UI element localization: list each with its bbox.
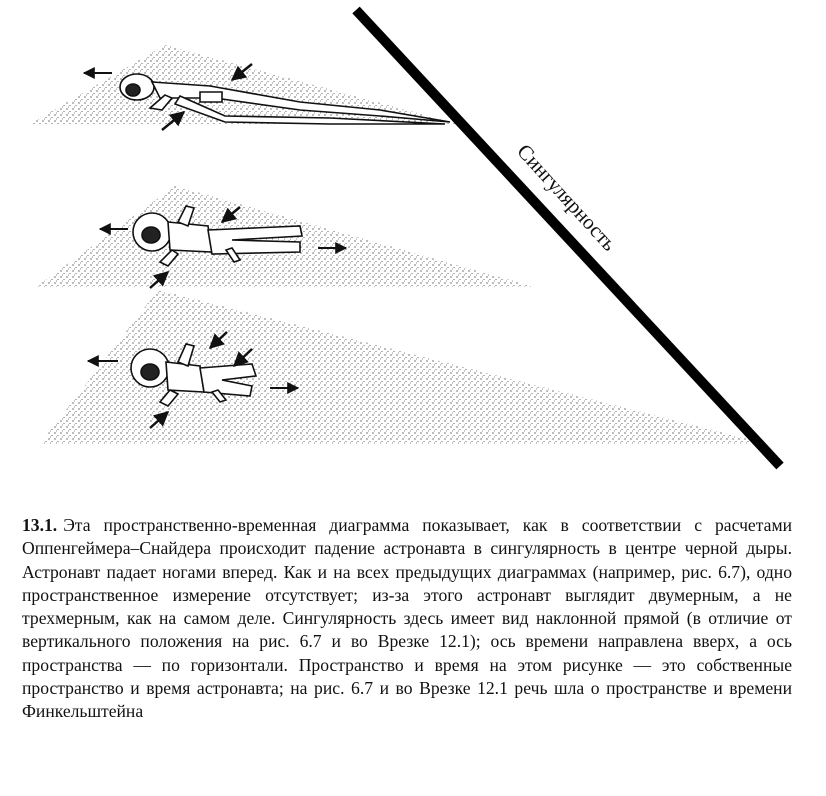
singularity-label: Сингулярность: [512, 139, 622, 256]
figure-caption: [22, 514, 792, 724]
figure-number: 13.1.: [22, 515, 58, 535]
caption-text: Эта пространственно-временная диаграмма показывает, как в соответствии с расчетами Оппенгеймера–Снайдера происходит падение астронавта в сингулярность в центре черной дыры. Астронавт падает ногами вперед. Как и на всех предыдущих диаграммах (например, рис. 6.7), одно пространственное измерение отсутствует; из-за этого астронавт выглядит двумерным, а не трехмерным, как на самом деле. Сингулярность здесь имеет вид наклонной прямой (в отличие от вертикального положения на рис. 6.7 и во Врезке 12.1); ось времени направлена вверх, а ось пространства — по горизонтали. Пространство и время на этом рисунке — это собственные пространство и время астронавта; на рис. 6.7 и во Врезке 12.1 речь шла о пространстве и времени Финкельштейна: [22, 515, 792, 722]
spacetime-slice-bottom: [40, 290, 768, 444]
spacetime-slice-middle: [36, 186, 535, 288]
